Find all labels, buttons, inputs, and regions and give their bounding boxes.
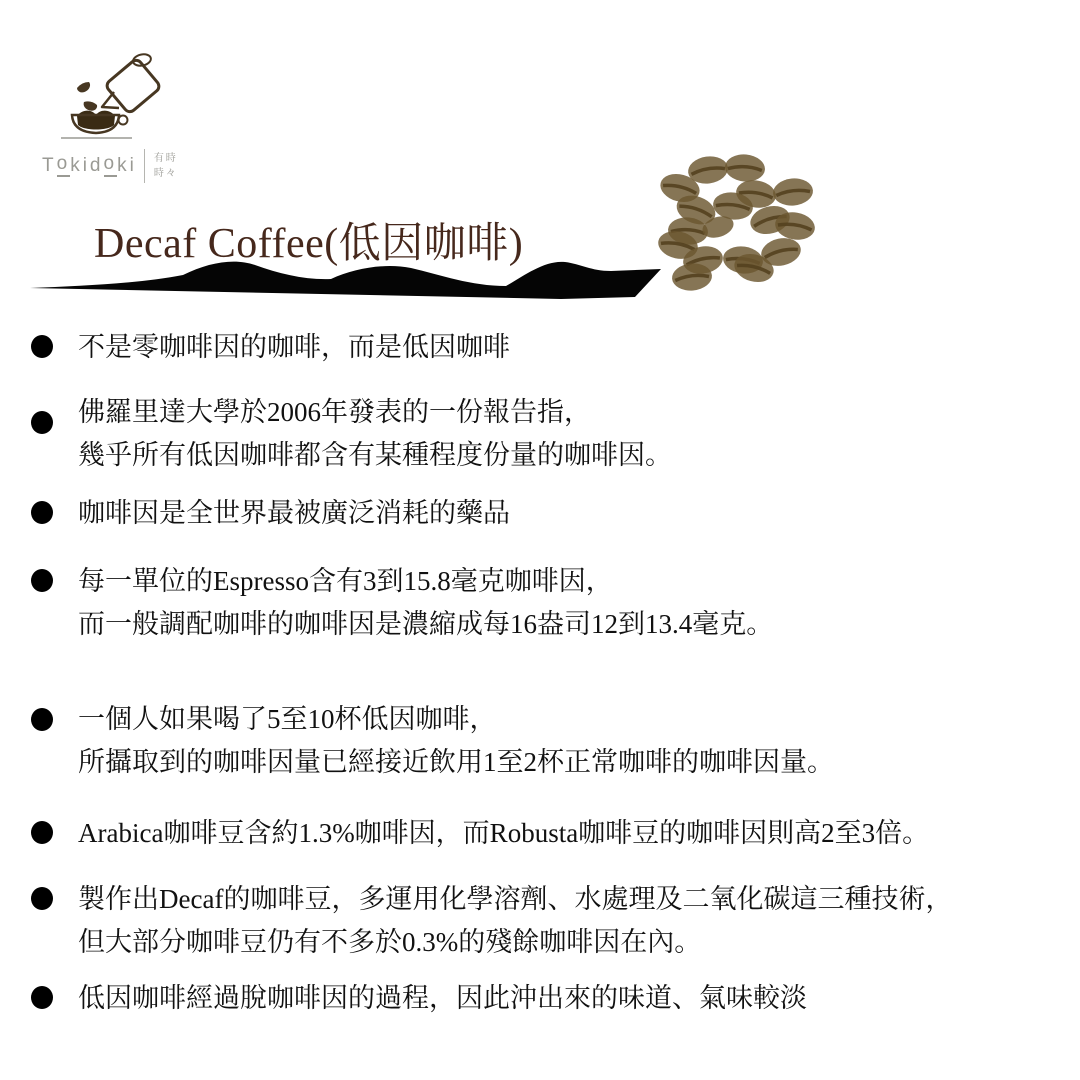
bullet-line: 一個人如果喝了5至10杯低因咖啡，: [78, 704, 497, 734]
list-item: [0, 326, 1080, 369]
list-item: [0, 698, 1080, 784]
list-item: [0, 977, 1080, 1020]
brand-letter: T: [42, 155, 57, 176]
list-item: [0, 391, 1080, 477]
brand-letter: k: [117, 155, 130, 176]
bullet-text: [78, 698, 1080, 784]
list-item: [0, 560, 1080, 646]
bullet-line: 製作出Decaf的咖啡豆，多運用化學溶劑、水處理及二氧化碳這三種技術，: [78, 884, 953, 914]
bullet-dot-icon: [31, 821, 53, 844]
bullet-dot-icon: [31, 501, 53, 524]
tagline-top: 有時: [153, 153, 178, 164]
list-item: [0, 878, 1080, 964]
brand-letter: i: [129, 155, 137, 176]
tagline-bottom: 時々: [153, 168, 178, 179]
bullet-text: [78, 391, 1080, 477]
bullet-text: [78, 492, 1080, 535]
list-item: [0, 812, 1080, 855]
bullet-line: 咖啡因是全世界最被廣泛消耗的藥品: [78, 498, 510, 528]
bullet-text: [78, 812, 1080, 855]
bullet-dot-icon: [31, 411, 53, 434]
page-title: Decaf Coffee(低因咖啡): [94, 221, 524, 267]
bullet-text: [78, 326, 1080, 369]
brand-letter: i: [82, 155, 90, 176]
list-item: [0, 492, 1080, 535]
bullet-dot-icon: [31, 986, 53, 1009]
bullet-line: 而一般調配咖啡的咖啡因是濃縮成每16盎司12到13.4毫克。: [78, 609, 774, 639]
bullet-line: 低因咖啡經過脫咖啡因的過程，因此沖出來的味道、氣味較淡: [78, 983, 807, 1013]
brand-letter: o: [104, 155, 118, 177]
bullet-dot-icon: [31, 335, 53, 358]
brand-letter: d: [89, 155, 104, 176]
bullet-line: 幾乎所有低因咖啡都含有某種程度份量的咖啡因。: [78, 440, 672, 470]
bullet-text: [78, 560, 1080, 646]
bullet-line: 佛羅里達大學於2006年發表的一份報告指，: [78, 397, 591, 427]
brand-letter: o: [57, 155, 71, 177]
brand-letter: k: [70, 155, 83, 176]
bullet-dot-icon: [31, 887, 53, 910]
bullet-dot-icon: [31, 569, 53, 592]
bullet-line: 所攝取到的咖啡因量已經接近飲用1至2杯正常咖啡的咖啡因量。: [78, 747, 834, 777]
bullet-line: 不是零咖啡因的咖啡，而是低因咖啡: [78, 332, 510, 362]
bullet-dot-icon: [31, 708, 53, 731]
bullet-line: 但大部分咖啡豆仍有不多於0.3%的殘餘咖啡因在內。: [78, 927, 702, 957]
bullet-text: [78, 977, 1080, 1020]
bullet-line: Arabica咖啡豆含約1.3%咖啡因，而Robusta咖啡豆的咖啡因則高2至3倍。: [78, 818, 930, 848]
bullet-text: [78, 878, 1080, 964]
bullet-line: 每一單位的Espresso含有3到15.8毫克咖啡因，: [78, 566, 613, 596]
